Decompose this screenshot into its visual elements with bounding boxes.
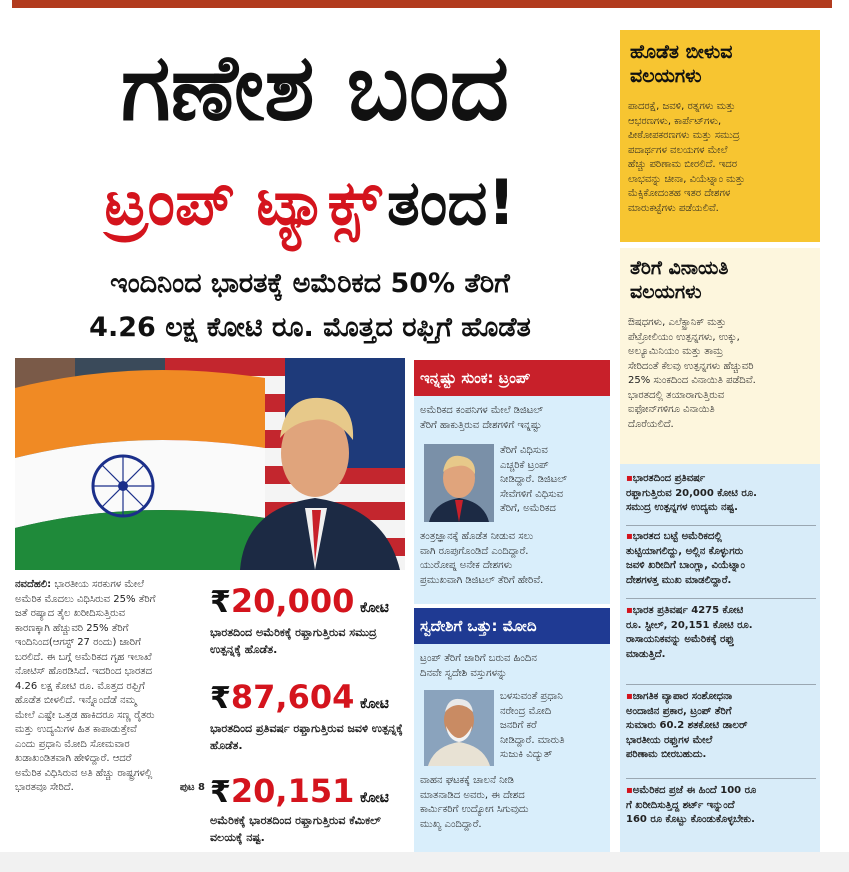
bullet-icon: ▪ (626, 473, 633, 484)
stat-unit: ಕೋಟಿ (359, 790, 389, 806)
modi-box-title: ಸ್ವದೇಶಿಗೆ ಒತ್ತು: ಮೋದಿ (414, 608, 610, 644)
modi-portrait (424, 690, 494, 766)
india-flag-icon (15, 370, 265, 570)
article-line: ಮತ್ತು ಉದ್ಯಮಿಗಳ ಹಿತ ಕಾಪಾಡುತ್ತೇವೆ (15, 724, 137, 735)
subheadline-line-1: ಇಂದಿನಿಂದ ಭಾರತಕ್ಕೆ ಅಮೆರಿಕದ 50% ತೆರಿಗೆ (110, 268, 510, 299)
stat-1-number (210, 582, 389, 620)
exempt-sectors-title: ತೆರಿಗೆ ವಿನಾಯತಿ ವಲಯಗಳು (630, 257, 729, 303)
exempt-sectors-text: ಔಷಧಗಳು, ಎಲೆಕ್ಟ್ರಾನಿಕ್ ಮತ್ತು ಪೆಟ್ರೋಲಿಯಂ ಉತ್ಪನ್ನಗಳು, ಉಕ್ಕು, ಅಲ್ಯೂಮಿನಿಯಂ ಮತ್ತು ತಾಮ್ರ ಸೇರಿದಂತೆ ಕೆಲವು ಉತ್ಪನ್ನಗಳು ಹೆಚ್ಚುವರಿ 25% ಸುಂಕದಿಂದ ವಿನಾಯಿತಿ ಪಡೆದಿವೆ. ಭಾರತದಲ್ಲಿ ತಯಾರಾಗುತ್ತಿರುವ ಐಫೋನ್‌ಗಳಿಗೂ ವಿನಾಯಿತಿ ದೊರೆಯಲಿದೆ. (628, 317, 756, 430)
bullet-icon: ▪ (626, 605, 633, 616)
trump-box-top-text: ಅಮೆರಿಕದ ಕಂಪನಿಗಳ ಮೇಲೆ ಡಿಜಿಟಲ್ ತೆರಿಗೆ ಹಾಕುತ್ತಿರುವ ದೇಶಗಳಿಗೆ ಇನ್ನಷ್ಟು (420, 405, 543, 431)
trump-box-bottom-text: ತಂತ್ರಜ್ಞಾನಕ್ಕೆ ಹೊಡೆತ ನೀಡುವ ಸಲು ವಾಗಿ ರೂಪುಗೊಂಡಿದೆ ಎಂದಿದ್ದಾರೆ. ಯುರೋಪ್ನ ಅನೇಕ ದೇಶಗಳು ಪ್ರಮುಖವಾಗಿ ಡಿಜಿಟಲ್ ತೆರಿಗೆ ಹೇರಿವೆ. (420, 531, 544, 586)
subheadline-line-2: 4.26 ಲಕ್ಷ ಕೋಟಿ ರೂ. ಮೊತ್ತದ ರಫ್ತಿಗೆ ಹೊಡೆತ (89, 312, 531, 343)
article-line: ಬರಲಿದೆ. ಈ ಬಗ್ಗೆ ಅಮೆರಿಕದ ಗೃಹ ಇಲಾಖೆ (15, 651, 152, 663)
flags-photo (15, 358, 405, 570)
bullet-divider (626, 778, 816, 779)
dateline: ನವದೆಹಲಿ: (15, 579, 52, 590)
bullet-divider (626, 598, 816, 599)
main-article (15, 578, 205, 848)
article-line: 4.26 ಲಕ್ಷ ಕೋಟಿ ರೂ. ಮೊತ್ತದ ರಫ್ತಿಗೆ (15, 680, 145, 692)
impact-bullet: ▪ಜಾಗತಿಕ ವ್ಯಾಪಾರ ಸಂಶೋಧನಾ ಅಂದಾಜಿನ ಪ್ರಕಾರ, ಟ್ರಂಪ್ ತೆರಿಗೆ ಸುಮಾರು 60.2 ಶತಕೋಟಿ ಡಾಲರ್ ಭಾರತೀಯ ರಫ್ತುಗಳ ಮೇಲೆ ಪರಿಣಾಮ ಬೀರಬಹುದು. (626, 691, 748, 760)
stat-3-number (210, 772, 389, 810)
impact-bullet: ▪ಭಾರತದ ಬಟ್ಟೆ ಅಮೆರಿಕದಲ್ಲಿ ತುಟ್ಟಿಯಾಗಲಿದ್ದು, ಅಲ್ಲಿನ ಕೊಳ್ಳುಗರು ಜವಳಿ ಖರೀದಿಗೆ ಬಾಂಗ್ಲಾ, ವಿಯೆಟ್ನಾಂ ದೇಶಗಳತ್ತ ಮುಖ ಮಾಡಲಿದ್ದಾರೆ. (626, 531, 745, 586)
headline-red-text: ಟ್ರಂಪ್ ಟ್ಯಾಕ್ಸ್ (104, 166, 382, 239)
bullet-icon: ▪ (626, 691, 633, 702)
article-line: ಭಾರತವೂ ಸೇರಿದೆ. (15, 782, 74, 793)
flags-illustration (15, 358, 405, 570)
article-line: ಮೇಲೆ ಎಷ್ಟೇ ಒತ್ತಡ ಹಾಕಿದರೂ ಸಣ್ಣ ರೈತರು (15, 709, 155, 721)
article-line: ಎಂದು ಪ್ರಧಾನಿ ಮೋದಿ ಸೋಮವಾರ (15, 738, 130, 750)
stat-value: 87,604 (230, 678, 355, 716)
stat-1-description: ಭಾರತದಿಂದ ಅಮೆರಿಕಕ್ಕೆ ರಫ್ತಾಗುತ್ತಿರುವ ಸಮುದ್ರ ಉತ್ಪನ್ನಕ್ಕೆ ಹೊಡೆತ. (210, 626, 377, 656)
page-reference: ಪುಟ 8 (179, 782, 205, 793)
top-color-strip (12, 0, 832, 8)
article-line: ಕಾರಣಕ್ಕಾಗಿ ಹೆಚ್ಚುವರಿ 25% ತೆರಿಗೆ (15, 622, 129, 634)
rupee-icon: ₹ (210, 775, 231, 810)
modi-box-top-text: ಟ್ರಂಪ್ ತೆರಿಗೆ ಜಾರಿಗೆ ಬರುವ ಹಿಂದಿನ ದಿನವೇ ಸ್ವದೇಶಿ ವಸ್ತುಗಳನ್ನು (420, 653, 537, 679)
stat-3-description: ಅಮೆರಿಕಕ್ಕೆ ಭಾರತದಿಂದ ರಫ್ತಾಗುತ್ತಿರುವ ಕೆಮಿಕಲ್ ವಲಯಕ್ಕೆ ನಷ್ಟ. (210, 814, 381, 844)
article-line: ಅಮೆರಿಕ ವಿಧಿಸಿರುವ ಅತಿ ಹೆಚ್ಚು ರಾಷ್ಟ್ರಗಳಲ್ಲಿ (15, 767, 153, 779)
trump-portrait (424, 444, 494, 522)
modi-box-bottom-text: ವಾಹನ ಘಟಕಕ್ಕೆ ಚಾಲನೆ ನೀಡಿ ಮಾತನಾಡಿದ ಅವರು, ಈ ದೇಶದ ಕಾರ್ಮಿಕರಿಗೆ ಉದ್ಯೋಗ ಸಿಗುವುದು ಮುಖ್ಯ ಎಂದಿದ್ದಾರೆ. (420, 775, 529, 830)
impact-bullet: ▪ಅಮೆರಿಕದ ಪ್ರಜೆ ಈ ಹಿಂದೆ 100 ರೂ ಗೆ ಖರೀದಿಸುತ್ತಿದ್ದ ಶರ್ಟ್ ಇನ್ನುಂದೆ 160 ರೂ ಕೊಟ್ಟು ಕೊಂಡುಕೊಳ್ಳಬೇಕು. (626, 785, 757, 825)
headline-line-1: ಗಣೇಶ ಬಂದ (120, 34, 510, 141)
bullet-icon: ▪ (626, 531, 633, 542)
stat-2-description: ಭಾರತದಿಂದ ಪ್ರತಿವರ್ಷ ರಫ್ತಾಗುತ್ತಿರುವ ಜವಳಿ ಉತ್ಪನ್ನಕ್ಕೆ ಹೊಡೆತ. (210, 722, 403, 752)
impact-bullet: ▪ಭಾರತ ಪ್ರತಿವರ್ಷ 4275 ಕೋಟಿ ರೂ. ಸ್ಟೀಲ್, 20,151 ಕೋಟಿ ರೂ. ರಾಸಾಯನಿಕವನ್ನು ಅಮೆರಿಕಕ್ಕೆ ರಫ್ತು ಮಾಡುತ್ತಿದೆ. (626, 605, 753, 660)
page-bottom-margin (0, 852, 849, 872)
modi-face-icon (424, 690, 494, 766)
article-line: ಜತೆ ರಷ್ಯಾದ ತೈಲ ಖರೀದಿಸುತ್ತಿರುವ (15, 608, 126, 619)
affected-sectors-title: ಹೊಡೆತ ಬೀಳುವ ವಲಯಗಳು (630, 41, 733, 87)
article-line: ಖಡಾಖಂಡಿತವಾಗಿ ಹೇಳಿದ್ದಾರೆ. ಆದರೆ (15, 753, 132, 764)
stat-unit: ಕೋಟಿ (359, 696, 389, 712)
trump-face-icon (424, 444, 494, 522)
article-line: ಹೊಡೆತ ಬೀಳಲಿದೆ. ಇನ್ನೊಂದೆಡೆ ನಮ್ಮ (15, 695, 137, 706)
stat-value: 20,151 (230, 772, 355, 810)
headline-line-2 (10, 148, 610, 258)
article-line: ಇಂದಿನಿಂದ(ಆಗಸ್ಟ್ 27 ರಂದು) ಜಾರಿಗೆ (15, 637, 141, 648)
rupee-icon: ₹ (210, 681, 231, 716)
stat-unit: ಕೋಟಿ (359, 600, 389, 616)
modi-box-side-text: ಬಳಸುವಂತೆ ಪ್ರಧಾನಿ ನರೇಂದ್ರ ಮೋದಿ ಜನರಿಗೆ ಕರೆ ನೀಡಿದ್ದಾರೆ. ಮಾರುತಿ ಸುಜುಕಿ ವಿದ್ಯುತ್ (500, 691, 565, 760)
trump-box-side-text: ತೆರಿಗೆ ವಿಧಿಸುವ ಎಚ್ಚರಿಕೆ ಟ್ರಂಪ್ ನೀಡಿದ್ದಾರೆ. ಡಿಜಿಟಲ್ ಸೇವೆಗಳಿಗೆ ವಿಧಿಸುವ ತೆರಿಗೆ, ಅಮೆರಿಕದ (500, 445, 567, 514)
bullet-divider (626, 525, 816, 526)
stat-2-number (210, 678, 389, 716)
article-line: ನೋಟಿಸ್ ಹೊರಡಿಸಿದೆ. ಇದರಿಂದ ಭಾರತದ (15, 666, 153, 677)
impact-bullet: ▪ಭಾರತದಿಂದ ಪ್ರತಿವರ್ಷ ರಫ್ತಾಗುತ್ತಿರುವ 20,000 ಕೋಟಿ ರೂ. ಸಮುದ್ರ ಉತ್ಪನ್ನಗಳ ಉದ್ಯಮ ನಷ್ಟ. (626, 473, 757, 513)
article-line: ಅಮೆರಿಕ ಮೊದಲು ವಿಧಿಸಿರುವ 25% ತೆರಿಗೆ (15, 593, 156, 605)
affected-sectors-text: ಪಾದರಕ್ಷೆ, ಜವಳಿ, ರತ್ನಗಳು ಮತ್ತು ಆಭರಣಗಳು, ಕಾರ್ಪೆಟ್‌ಗಳು, ಪೀಠೋಪಕರಣಗಳು ಮತ್ತು ಸಮುದ್ರ ಪದಾರ್ಥಗಳ ವಲಯಗಳ ಮೇಲೆ ಹೆಚ್ಚು ಪರಿಣಾಮ ಬೀರಲಿದೆ. ಇದರ ಲಾಭವನ್ನು ಚೀನಾ, ವಿಯೆಟ್ನಾಂ ಮತ್ತು ಮೆಕ್ಸಿಕೋದಂತಹ ಇತರ ದೇಶಗಳ ಮಾರುಕಟ್ಟೆಗಳು ಪಡೆಯಲಿವೆ. (628, 101, 746, 214)
stat-value: 20,000 (230, 582, 355, 620)
headline-black-text: ತಂದ! (387, 166, 516, 239)
trump-box-title: ಇನ್ನಷ್ಟು ಸುಂಕ: ಟ್ರಂಪ್ (414, 360, 610, 396)
bullet-icon: ▪ (626, 785, 633, 796)
rupee-icon: ₹ (210, 585, 231, 620)
article-line: ಭಾರತೀಯ ಸರಕುಗಳ ಮೇಲೆ (54, 579, 145, 590)
bullet-divider (626, 684, 816, 685)
